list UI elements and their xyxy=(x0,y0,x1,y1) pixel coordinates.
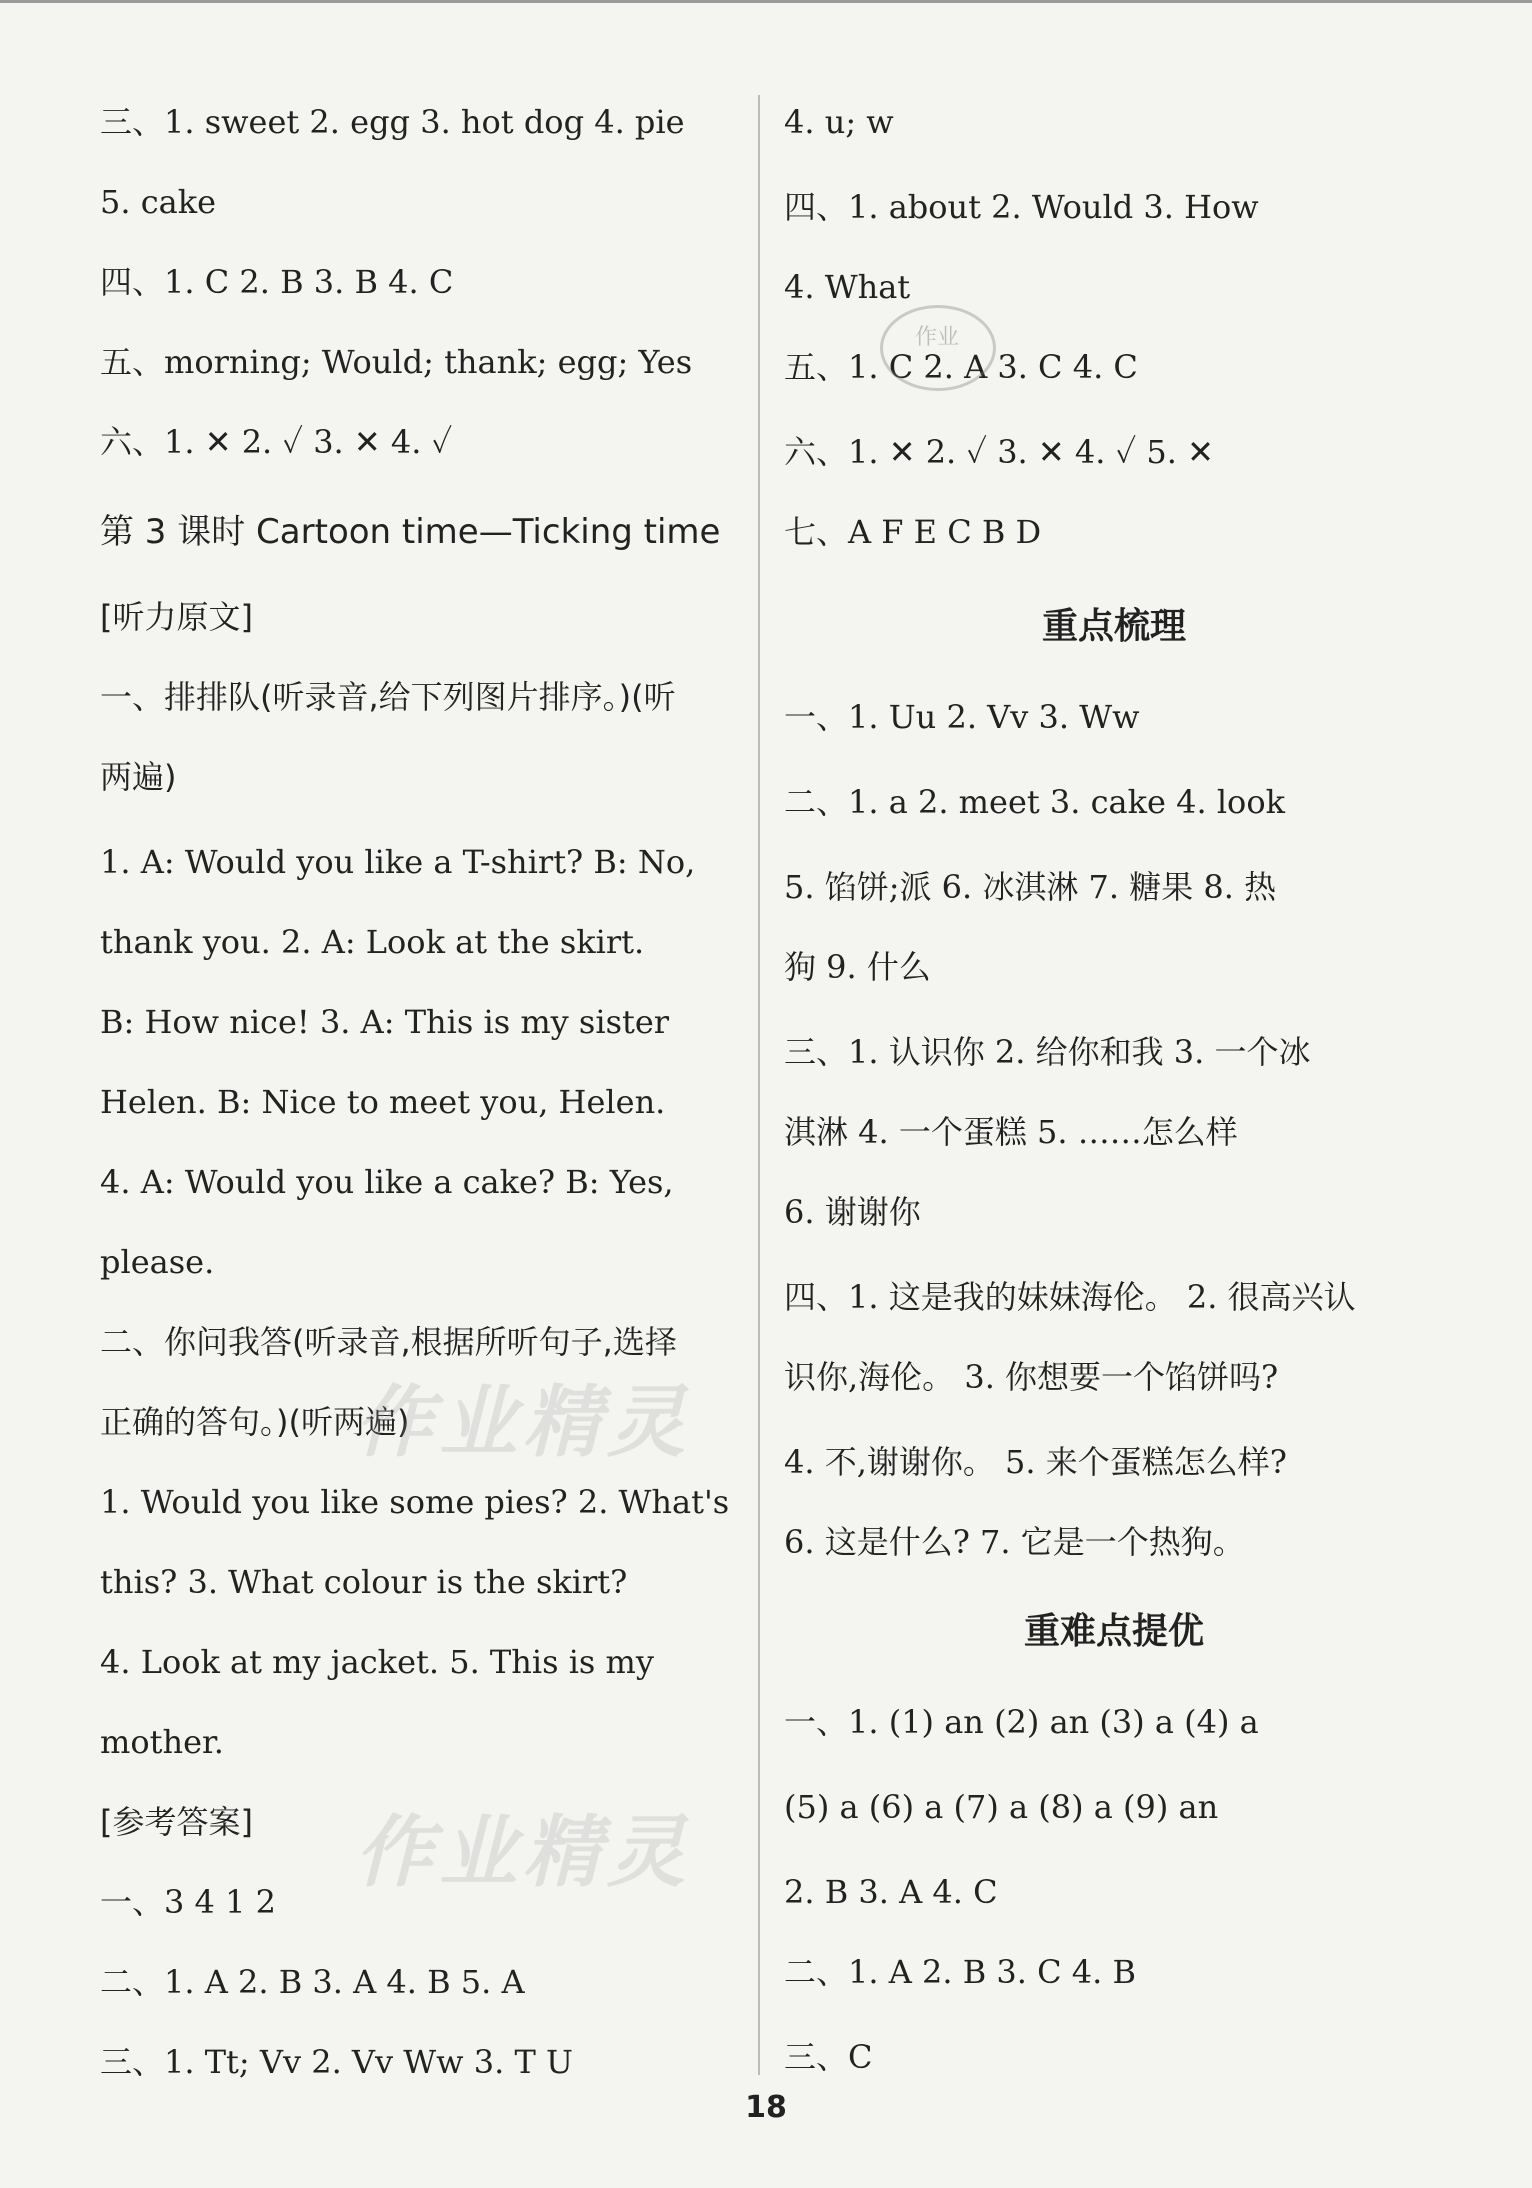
answer-line: 5. cake xyxy=(100,183,217,221)
answer-line: 二、1. A 2. B 3. C 4. B xyxy=(784,1953,1136,1991)
answer-line: 一、1. (1) an (2) an (3) a (4) a xyxy=(784,1703,1259,1741)
answer-line: 4. Look at my jacket. 5. This is my xyxy=(100,1643,654,1681)
answer-line: 一、1. Uu 2. Vv 3. Ww xyxy=(784,698,1140,736)
watermark: 作业精灵 xyxy=(355,1808,692,1898)
answer-line: 二、1. a 2. meet 3. cake 4. look xyxy=(784,783,1285,821)
answer-line: 4. u; w xyxy=(784,103,894,141)
answer-line: 2. B 3. A 4. C xyxy=(784,1873,998,1911)
answer-line: 6. 这是什么? 7. 它是一个热狗。 xyxy=(784,1523,1245,1561)
section-heading: 第 3 课时 Cartoon time—Ticking time xyxy=(100,512,721,552)
answer-line: [参考答案] xyxy=(100,1803,253,1841)
answer-line: 一、排排队(听录音,给下列图片排序。)(听 xyxy=(100,678,676,716)
answer-line: B: How nice! 3. A: This is my sister xyxy=(100,1003,670,1041)
answer-line: 两遍) xyxy=(100,758,177,796)
answer-line: 正确的答句。)(听两遍) xyxy=(100,1403,410,1441)
answer-line: Helen. B: Nice to meet you, Helen. xyxy=(100,1083,666,1121)
answer-line: 4. What xyxy=(784,268,911,306)
answer-line: please. xyxy=(100,1243,215,1281)
answer-line: 五、morning; Would; thank; egg; Yes xyxy=(100,343,693,381)
answer-line: 5. 馅饼;派 6. 冰淇淋 7. 糖果 8. 热 xyxy=(784,868,1277,906)
seal-stamp xyxy=(880,305,996,391)
answer-line: 四、1. C 2. B 3. B 4. C xyxy=(100,263,454,301)
answer-line: 6. 谢谢你 xyxy=(784,1193,921,1231)
page-number: 18 xyxy=(745,2090,787,2125)
answer-line: 狗 9. 什么 xyxy=(784,948,931,986)
section-heading: 重点梳理 xyxy=(1041,606,1186,647)
answer-line: [听力原文] xyxy=(100,598,253,636)
answer-line: 四、1. 这是我的妹妹海伦。 2. 很高兴认 xyxy=(784,1278,1356,1316)
answer-line: 七、A F E C B D xyxy=(784,513,1042,551)
answer-line: 识你,海伦。 3. 你想要一个馅饼吗? xyxy=(784,1358,1279,1396)
seal-text: 作业 xyxy=(915,325,960,350)
answer-line: thank you. 2. A: Look at the skirt. xyxy=(100,923,645,961)
answer-line: 1. A: Would you like a T-shirt? B: No, xyxy=(100,843,696,881)
answer-line: mother. xyxy=(100,1723,224,1761)
top-rule xyxy=(0,0,1532,3)
section-heading: 重难点提优 xyxy=(1023,1611,1204,1652)
answer-line: (5) a (6) a (7) a (8) a (9) an xyxy=(784,1788,1219,1826)
answer-line: 三、1. Tt; Vv 2. Vv Ww 3. T U xyxy=(100,2043,573,2081)
answer-line: 三、1. 认识你 2. 给你和我 3. 一个冰 xyxy=(784,1033,1311,1071)
watermark: 作业精灵 xyxy=(355,1378,692,1468)
answer-line: 二、你问我答(听录音,根据所听句子,选择 xyxy=(100,1323,677,1361)
answer-line: 1. Would you like some pies? 2. What's xyxy=(100,1483,730,1521)
answer-line: 六、1. ✕ 2. ✓ 3. ✕ 4. ✓ xyxy=(100,423,453,461)
answer-line: 一、3 4 1 2 xyxy=(100,1883,276,1921)
answer-line: 4. 不,谢谢你。 5. 来个蛋糕怎么样? xyxy=(784,1443,1287,1481)
column-divider xyxy=(758,95,760,2075)
answer-line: this? 3. What colour is the skirt? xyxy=(100,1563,628,1601)
answer-line: 二、1. A 2. B 3. A 4. B 5. A xyxy=(100,1963,525,2001)
answer-line: 三、C xyxy=(784,2038,873,2076)
answer-line: 三、1. sweet 2. egg 3. hot dog 4. pie xyxy=(100,103,685,141)
answer-line: 淇淋 4. 一个蛋糕 5. ……怎么样 xyxy=(784,1113,1238,1151)
answer-line: 五、1. C 2. A 3. C 4. C xyxy=(784,348,1138,386)
answer-line: 4. A: Would you like a cake? B: Yes, xyxy=(100,1163,674,1201)
answer-line: 六、1. ✕ 2. ✓ 3. ✕ 4. ✓ 5. ✕ xyxy=(784,433,1214,471)
answer-line: 四、1. about 2. Would 3. How xyxy=(784,188,1259,226)
